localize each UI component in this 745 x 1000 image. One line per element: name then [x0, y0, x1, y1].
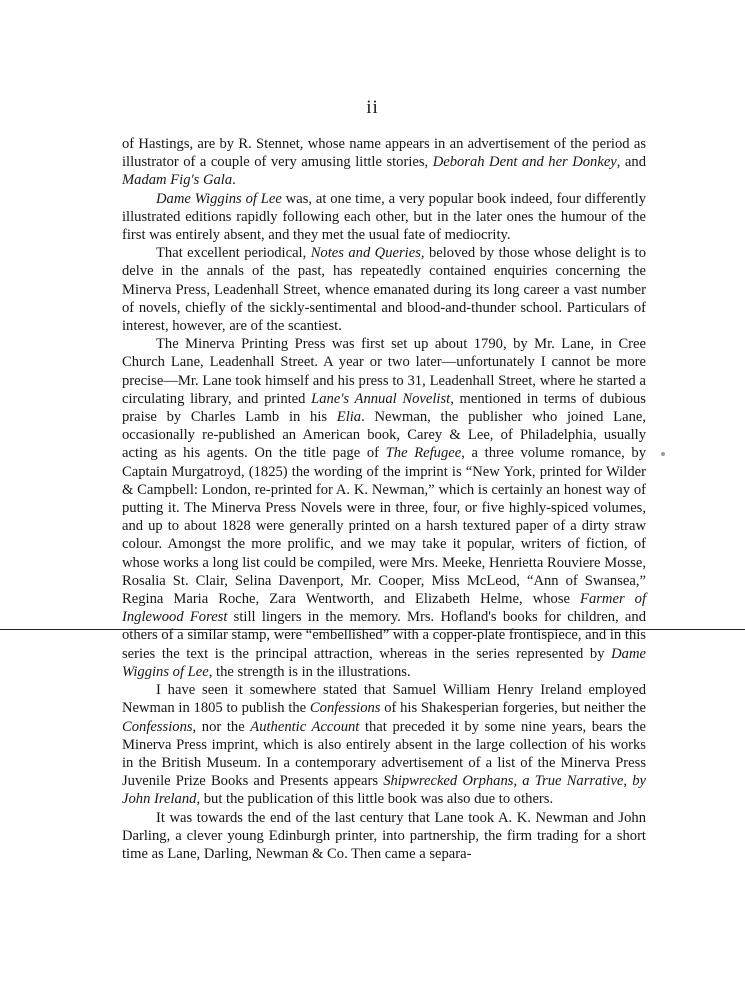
italic-title: Dame Wiggins of Lee [156, 190, 282, 207]
text-run: , nor the [192, 718, 251, 735]
paragraph-5 [122, 681, 646, 808]
italic-title: Lane's Annual Novelist [311, 390, 451, 407]
text-run: I have seen it somewhere stated that Samuel William Henry Ireland employed Newman in 1805 to publish the [122, 682, 646, 717]
text-run: The Minerva Printing Press was first set up about 1790, by Mr. Lane, in Cree Church Lane, Leadenhall Street. A year or two later—unfortunately I cannot be more precise—Mr. Lane took himself and his press to 31, Leadenhall Street, where he started a circulating library, and printed [122, 336, 646, 407]
text-run: . [232, 172, 236, 189]
italic-title: The Refugee [385, 445, 462, 462]
text-run: still lingers in the memory. Mrs. Hofland's books for children, and others of a similar stamp, were “embellished” with a copper-plate frontispiece, and in this series the text is the principal attraction, whereas in the series represented by [122, 609, 646, 662]
italic-title: Deborah Dent and her Donkey [432, 154, 617, 171]
paragraph-1 [122, 135, 646, 190]
italic-title: Shipwrecked Orphans, a True Narrative, by John Ireland [122, 773, 646, 808]
italic-title: Notes and Queries [310, 245, 421, 262]
paragraph-6 [122, 809, 646, 864]
body-text [122, 135, 646, 863]
scan-line-rule [0, 629, 745, 630]
text-run: It was towards the end of the last century that Lane took A. K. Newman and John Darling, a clever young Edinburgh printer, into partnership, the firm trading for a short time as Lane, Darling, Newman & Co. Then came a separa- [122, 809, 646, 862]
text-run: of Hastings, are by R. Stennet, whose name appears in an advertisement of the period as illustrator of a couple of very amusing little stories, [122, 136, 646, 171]
italic-title: Madam Fig's Gala [122, 172, 233, 189]
text-run: , beloved by those whose delight is to delve in the annals of the past, has repeatedly contained enquiries concerning the Minerva Press, Leadenhall Street, whence emanated during its long career a vast number of novels, chiefly of the sickly-sentimental and blood-and-thunder school. Particulars of interest, however, are of the scantiest. [122, 245, 646, 335]
paragraph-3 [122, 244, 646, 335]
italic-title: Farmer of Inglewood Forest [122, 591, 647, 626]
text-run: , the strength is in the illustrations. [208, 663, 411, 680]
text-run: , a three volume romance, by Captain Murgatroyd, (1825) the wording of the imprint is “New York, printed for Wilder & Campbell: London, re-printed for A. K. Newman,” which is certainly an honest way of putting it. The Minerva Press Novels were in three, four, or five highly-spiced volumes, and up to about 1828 were generally printed on a harsh textured paper of a dirty straw colour. Amongst the more prolific, and we may take it popular, writers of fiction, of whose works a long list could be compiled, were Mrs. Meeke, Henrietta Rouviere Mosse, Rosalia St. Clair, Selina Davenport, Mr. Cooper, Miss McLeod, “Ann of Swansea,” Regina Maria Roche, Zara Wentworth, and Elizabeth Helme, whose [122, 445, 646, 608]
text-run: , mentioned in terms of dubious praise by Charles Lamb in his [122, 390, 646, 426]
text-run: That excellent periodical, [156, 245, 311, 262]
page-number: ii [366, 97, 379, 118]
text-run: . Newman, the publisher who joined Lane, occasionally re-published an American book, Carey & Lee, of Philadelphia, usually acting as his agents. On the title page of [122, 409, 646, 462]
text-run: , but the publication of this little book was also due to others. [196, 791, 554, 808]
italic-title: Authentic Account [250, 718, 360, 735]
italic-title: Elia [336, 409, 362, 426]
text-run: of his Shakesperian forgeries, but neither the [380, 700, 646, 717]
paragraph-2 [122, 190, 646, 245]
italic-title: Confessions [122, 718, 193, 735]
italic-title: Confessions [309, 700, 381, 717]
text-run: was, at one time, a very popular book indeed, four differently illustrated editions rapidly following each other, but in the later ones the humour of the first was entirely absent, and they met the usual fate of mediocrity. [122, 190, 646, 244]
italic-title: Dame Wiggins of Lee [122, 645, 646, 680]
text-run: that preceded it by some nine years, bears the Minerva Press imprint, which is also entirely absent in the large collection of his works in the British Museum. In a contemporary advertisement of a list of the Minerva Press Juvenile Prize Books and Presents appears [122, 718, 646, 790]
scan-speck [661, 452, 665, 456]
text-run: , and [616, 154, 647, 171]
